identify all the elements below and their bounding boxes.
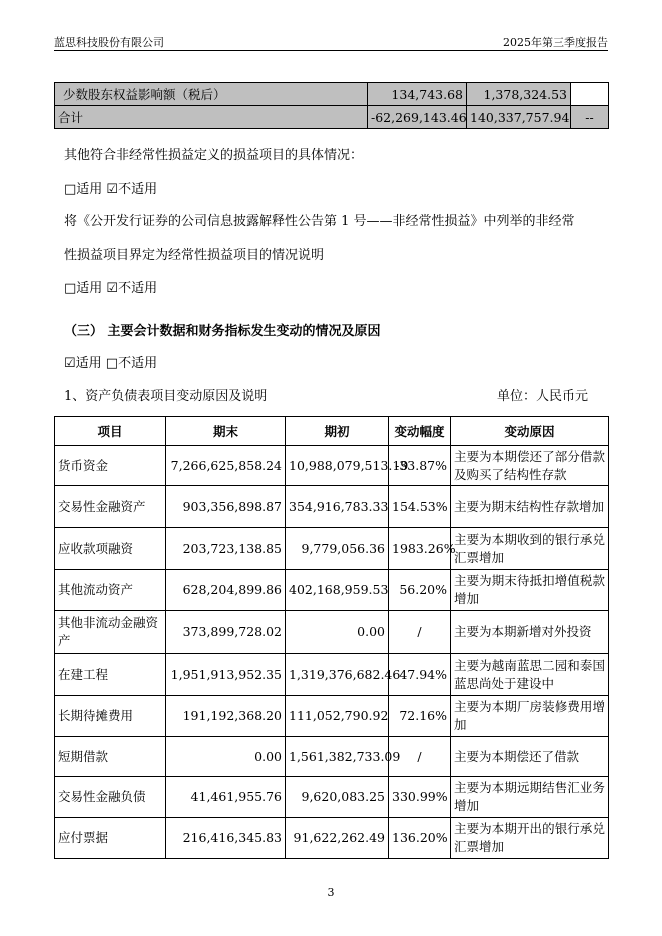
cell-end-value: 903,356,898.87 bbox=[166, 486, 286, 528]
cell-begin-value: 0.00 bbox=[286, 611, 389, 654]
cell-value: -62,269,143.46 bbox=[368, 106, 467, 129]
page-header bbox=[54, 34, 608, 51]
cell-begin-value: 1,319,376,682.46 bbox=[286, 654, 389, 696]
cell-change-pct: 1983.26% bbox=[389, 528, 451, 570]
unit-label: 单位：人民币元 bbox=[496, 389, 588, 404]
cell-end-value: 1,951,913,952.35 bbox=[166, 654, 286, 696]
cell-begin-value: 111,052,790.92 bbox=[286, 696, 389, 737]
cell-reason: 主要为越南蓝思二园和泰国蓝思尚处于建设中 bbox=[451, 654, 609, 696]
cell-change-pct: 330.99% bbox=[389, 777, 451, 818]
col-header: 项目 bbox=[55, 417, 166, 446]
cell-change-pct: / bbox=[389, 737, 451, 777]
cell-value bbox=[571, 83, 609, 106]
table-row bbox=[55, 528, 609, 570]
cell-end-value: 0.00 bbox=[166, 737, 286, 777]
cell-change-pct: 136.20% bbox=[389, 818, 451, 859]
cell-reason: 主要为本期开出的银行承兑汇票增加 bbox=[451, 818, 609, 859]
table-row bbox=[55, 106, 609, 129]
cell-change-pct: 56.20% bbox=[389, 570, 451, 611]
col-header: 期末 bbox=[166, 417, 286, 446]
cell-reason: 主要为期末待抵扣增值税款增加 bbox=[451, 570, 609, 611]
section-title: （三） 主要会计数据和财务指标发生变动的情况及原因 bbox=[64, 324, 381, 339]
cell-item: 长期待摊费用 bbox=[55, 696, 166, 737]
explain-text-line2: 性损益项目界定为经常性损益项目的情况说明 bbox=[64, 248, 325, 263]
cell-value: 1,378,324.53 bbox=[467, 83, 571, 106]
cell-begin-value: 10,988,079,513.19 bbox=[286, 446, 389, 486]
table-row bbox=[55, 654, 609, 696]
cell-end-value: 41,461,955.76 bbox=[166, 777, 286, 818]
cell-end-value: 191,192,368.20 bbox=[166, 696, 286, 737]
cell-change-pct: -33.87% bbox=[389, 446, 451, 486]
cell-end-value: 7,266,625,858.24 bbox=[166, 446, 286, 486]
table-row bbox=[55, 696, 609, 737]
balance-change-table bbox=[54, 416, 609, 859]
cell-change-pct: / bbox=[389, 611, 451, 654]
explain-text-line1: 将《公开发行证券的公司信息披露解释性公告第 1 号——非经常性损益》中列举的非经常 bbox=[64, 214, 575, 229]
sub-title: 1、资产负债表项目变动原因及说明 bbox=[64, 389, 268, 404]
nonrecurring-table bbox=[54, 82, 609, 129]
cell-begin-value: 9,620,083.25 bbox=[286, 777, 389, 818]
row-label: 少数股东权益影响额（税后） bbox=[55, 83, 368, 106]
cell-change-pct: 72.16% bbox=[389, 696, 451, 737]
company-name: 蓝思科技股份有限公司 bbox=[54, 36, 164, 49]
table-row bbox=[55, 486, 609, 528]
table-row bbox=[55, 777, 609, 818]
cell-item: 其他流动资产 bbox=[55, 570, 166, 611]
cell-item: 在建工程 bbox=[55, 654, 166, 696]
cell-item: 货币资金 bbox=[55, 446, 166, 486]
page-number: 3 bbox=[327, 886, 335, 899]
cell-begin-value: 402,168,959.53 bbox=[286, 570, 389, 611]
col-header: 变动幅度 bbox=[389, 417, 451, 446]
other-items-text: 其他符合非经常性损益定义的损益项目的具体情况： bbox=[64, 148, 364, 163]
table-row bbox=[55, 818, 609, 859]
cell-item: 其他非流动金融资产 bbox=[55, 611, 166, 654]
cell-item: 交易性金融资产 bbox=[55, 486, 166, 528]
cell-begin-value: 354,916,783.33 bbox=[286, 486, 389, 528]
cell-item: 短期借款 bbox=[55, 737, 166, 777]
page-content bbox=[54, 82, 608, 899]
table-row bbox=[55, 83, 609, 106]
cell-item: 应收款项融资 bbox=[55, 528, 166, 570]
cell-end-value: 216,416,345.83 bbox=[166, 818, 286, 859]
row-label: 合计 bbox=[55, 106, 368, 129]
cell-begin-value: 9,779,056.36 bbox=[286, 528, 389, 570]
cell-reason: 主要为本期偿还了部分借款及购买了结构性存款 bbox=[451, 446, 609, 486]
table-row bbox=[55, 570, 609, 611]
cell-reason: 主要为本期远期结售汇业务增加 bbox=[451, 777, 609, 818]
cell-reason: 主要为本期厂房装修费用增加 bbox=[451, 696, 609, 737]
cell-item: 交易性金融负债 bbox=[55, 777, 166, 818]
cell-end-value: 628,204,899.86 bbox=[166, 570, 286, 611]
cell-reason: 主要为本期收到的银行承兑汇票增加 bbox=[451, 528, 609, 570]
col-header: 期初 bbox=[286, 417, 389, 446]
table-row bbox=[55, 737, 609, 777]
cell-value: 140,337,757.94 bbox=[467, 106, 571, 129]
table-row bbox=[55, 611, 609, 654]
cell-item: 应付票据 bbox=[55, 818, 166, 859]
cell-value: -- bbox=[571, 106, 609, 129]
applicable-checkbox-1: □适用 ☑不适用 bbox=[64, 182, 158, 197]
cell-reason: 主要为期末结构性存款增加 bbox=[451, 486, 609, 528]
col-header: 变动原因 bbox=[451, 417, 609, 446]
cell-change-pct: 154.53% bbox=[389, 486, 451, 528]
cell-change-pct: 47.94% bbox=[389, 654, 451, 696]
cell-begin-value: 91,622,262.49 bbox=[286, 818, 389, 859]
cell-begin-value: 1,561,382,733.09 bbox=[286, 737, 389, 777]
applicable-checkbox-3: ☑适用 □不适用 bbox=[64, 356, 158, 371]
applicable-checkbox-2: □适用 ☑不适用 bbox=[64, 281, 158, 296]
cell-value: 134,743.68 bbox=[368, 83, 467, 106]
cell-reason: 主要为本期新增对外投资 bbox=[451, 611, 609, 654]
cell-end-value: 373,899,728.02 bbox=[166, 611, 286, 654]
table-header-row bbox=[55, 417, 609, 446]
report-title: 2025年第三季度报告 bbox=[503, 36, 608, 49]
cell-reason: 主要为本期偿还了借款 bbox=[451, 737, 609, 777]
table-row bbox=[55, 446, 609, 486]
cell-end-value: 203,723,138.85 bbox=[166, 528, 286, 570]
